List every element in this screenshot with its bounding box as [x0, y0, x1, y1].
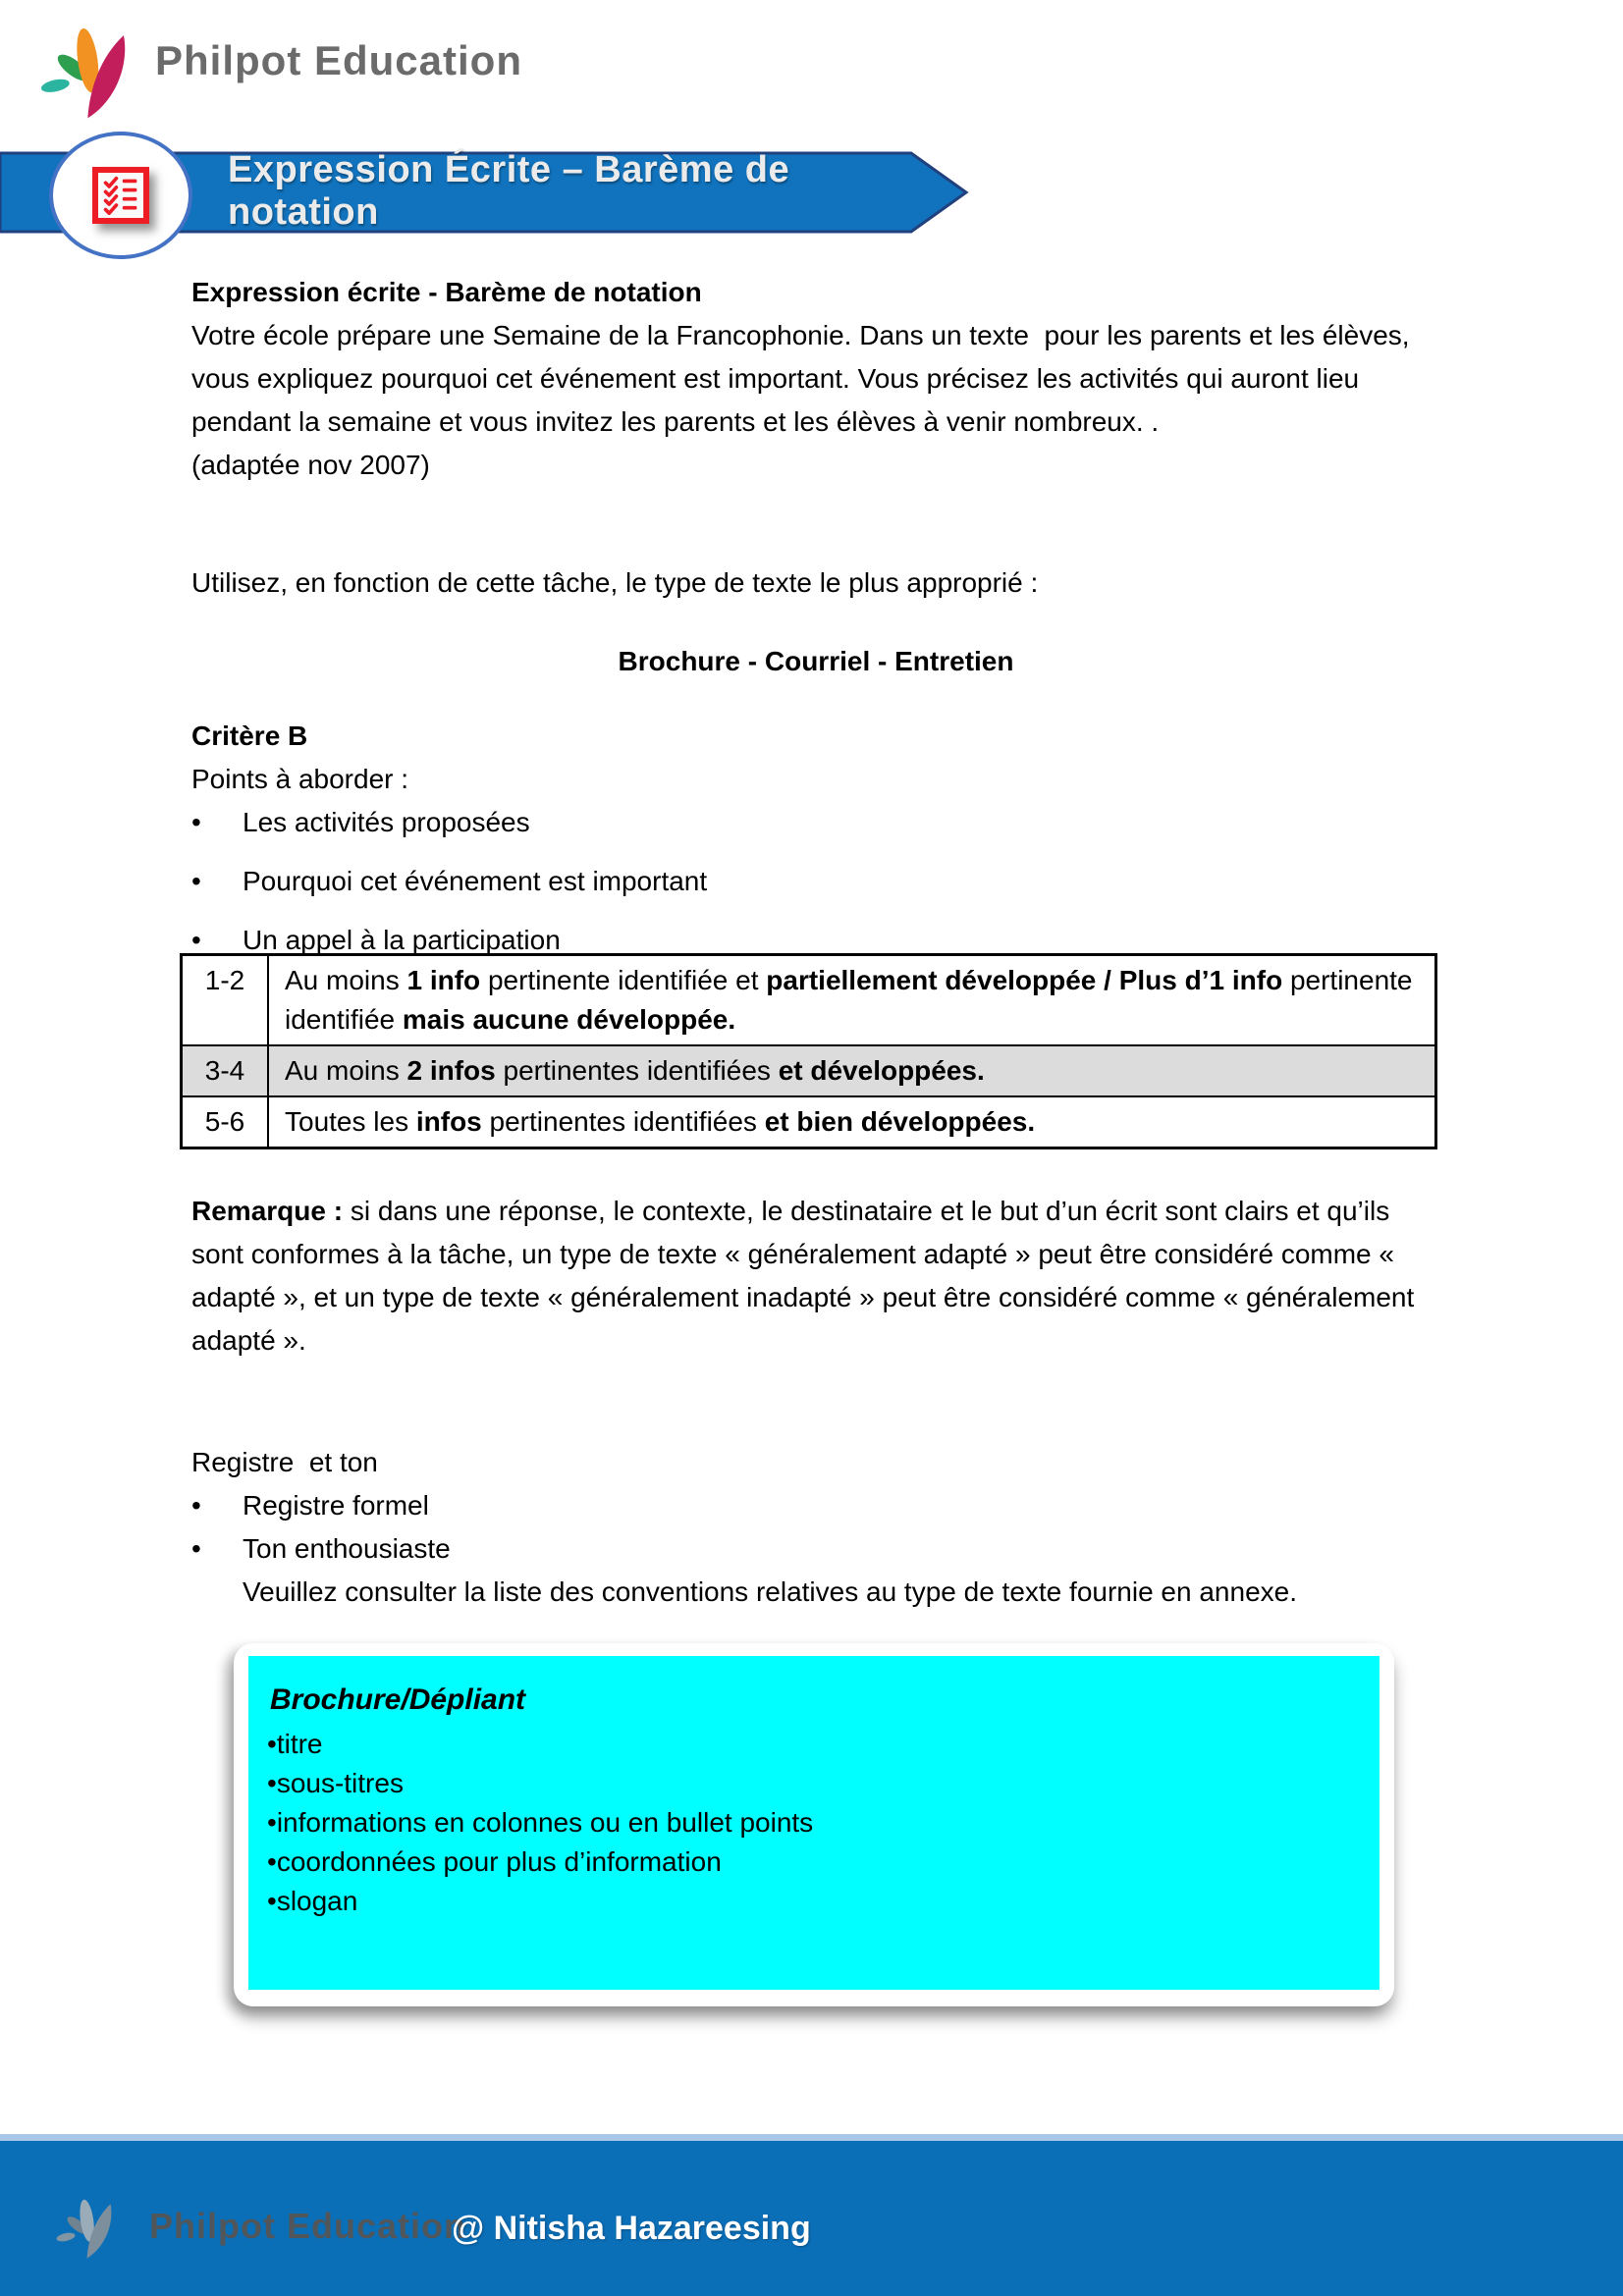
bullet-dot: • — [191, 807, 201, 837]
intro-paragraph: Votre école prépare une Semaine de la Francophonie. Dans un texte pour les parents et les élèves, vous expliquez pourquoi cet événement est important. Vous précisez les activités qui auront lieu pendant la semaine et vous invitez les parents et les élèves à venir nombreux. . — [191, 320, 1418, 437]
card-title: Brochure/Dépliant — [270, 1683, 526, 1716]
card-item-label: slogan — [276, 1886, 358, 1916]
scoring-table — [180, 953, 1437, 1149]
score-cell: 3-4 — [182, 1045, 269, 1096]
card-item — [267, 1882, 1380, 1921]
remarque-paragraph: Remarque : si dans une réponse, le contexte, le destinataire et le but d’un écrit sont clairs et qu’ils sont conformes à la tâche, un type de texte « généralement adapté » peut être considéré comme « adapté », et un type de texte « généralement inadapté » peut être considéré comme « généralement adapté ». — [191, 1196, 1423, 1356]
banner-title: Expression Écrite – Barème de notation — [228, 149, 801, 233]
table-row — [182, 955, 1436, 1046]
card-item — [267, 1764, 1380, 1803]
card-item — [267, 1842, 1380, 1882]
descriptor-cell: Au moins 1 info pertinente identifiée et partiellement développée / Plus d’1 info pertinente identifiée mais aucune développée. — [268, 955, 1436, 1046]
card-item-label: sous-titres — [276, 1768, 404, 1798]
list-item-label: Les activités proposées — [243, 807, 530, 837]
card-item-label: informations en colonnes ou en bullet points — [276, 1807, 814, 1838]
criteria-heading: Critère B — [191, 721, 308, 751]
task-line: Utilisez, en fonction de cette tâche, le type de texte le plus approprié : — [191, 567, 1039, 598]
list-item — [191, 1484, 1440, 1527]
text-types: Brochure - Courriel - Entretien — [618, 646, 1014, 676]
task-instruction — [191, 561, 1440, 605]
bullet-dot: • — [267, 1846, 277, 1877]
bullet-dot: • — [191, 1533, 201, 1564]
list-item — [191, 1527, 1440, 1571]
list-item-label: Ton enthousiaste — [243, 1533, 451, 1564]
philpot-logo-icon-gray — [51, 2190, 128, 2261]
table-row — [182, 1096, 1436, 1148]
conventions-card — [234, 1643, 1394, 2006]
registre-section — [191, 1441, 1440, 1614]
list-item-label: Pourquoi cet événement est important — [243, 866, 708, 896]
bullet-dot: • — [191, 866, 201, 896]
card-item — [267, 1725, 1380, 1764]
list-item — [191, 801, 1440, 844]
list-item-label: Un appel à la participation — [243, 925, 561, 955]
footer-accent-strip — [0, 2134, 1623, 2141]
philpot-logo-icon — [37, 14, 145, 122]
doc-heading: Expression écrite - Barème de notation — [191, 277, 702, 307]
bullet-dot: • — [267, 1729, 277, 1759]
banner-badge-circle — [49, 132, 192, 259]
criteria-subheading: Points à aborder : — [191, 764, 409, 794]
card-item-label: titre — [276, 1729, 323, 1759]
text-types-line — [191, 640, 1440, 683]
intro-adapted-note: (adaptée nov 2007) — [191, 450, 430, 480]
bullet-dot: • — [267, 1807, 277, 1838]
bullet-dot: • — [191, 1490, 201, 1521]
score-cell: 1-2 — [182, 955, 269, 1046]
descriptor-cell: Toutes les infos pertinentes identifiées et bien développées. — [268, 1096, 1436, 1148]
list-item — [191, 860, 1440, 903]
bullet-dot: • — [191, 925, 201, 955]
card-item-label: coordonnées pour plus d’information — [276, 1846, 722, 1877]
footer-bar — [0, 2141, 1623, 2296]
list-item-label: Registre formel — [243, 1490, 429, 1521]
intro-section — [191, 271, 1440, 487]
remarque-section — [191, 1190, 1440, 1362]
bullet-dot: • — [267, 1768, 277, 1798]
score-cell: 5-6 — [182, 1096, 269, 1148]
criteria-section — [191, 715, 1440, 962]
footer-brand-name: Philpot Education — [149, 2206, 466, 2246]
card-item — [267, 1803, 1380, 1842]
descriptor-cell: Au moins 2 infos pertinentes identifiées et développées. — [268, 1045, 1436, 1096]
annex-note: Veuillez consulter la liste des conventions relatives au type de texte fournie en annexe. — [243, 1576, 1297, 1607]
checklist-icon — [92, 167, 149, 224]
footer-credit: @ Nitisha Hazareesing — [452, 2210, 811, 2247]
table-row — [182, 1045, 1436, 1096]
conventions-card-highlight — [248, 1656, 1380, 1990]
bullet-dot: • — [267, 1886, 277, 1916]
registre-heading: Registre et ton — [191, 1447, 378, 1477]
brand-name: Philpot Education — [155, 37, 522, 83]
